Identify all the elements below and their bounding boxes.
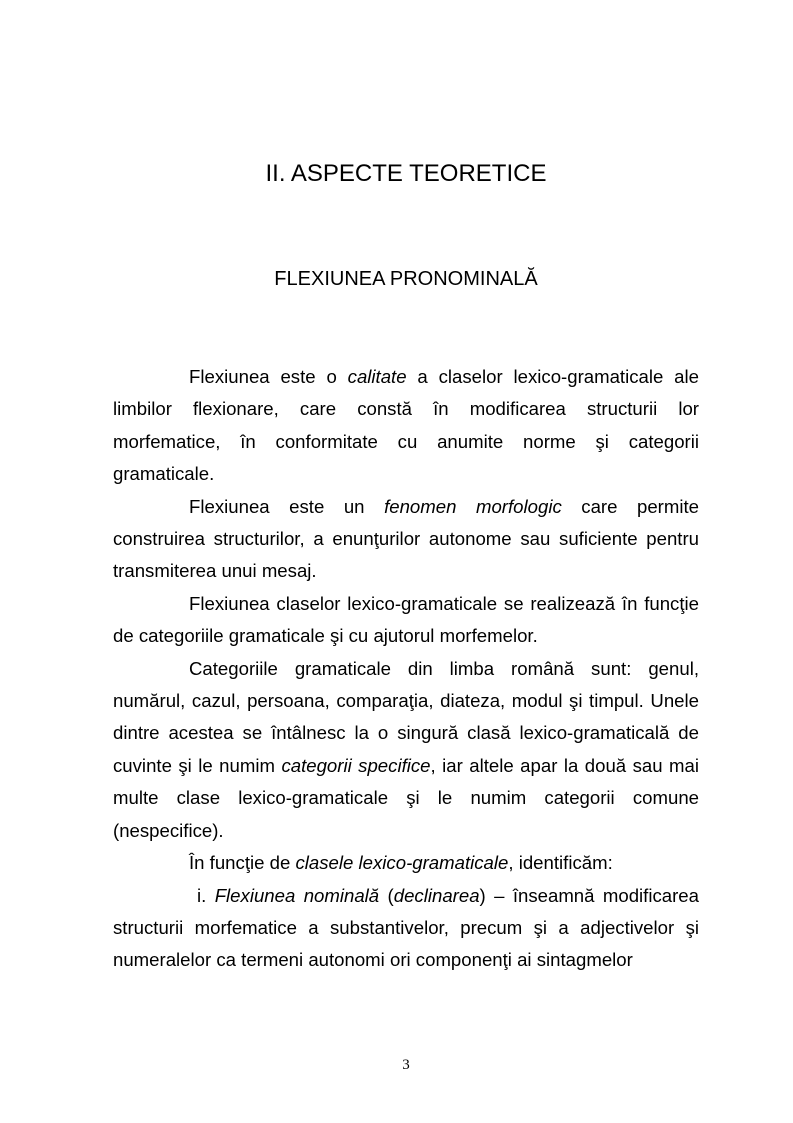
paragraph-5 xyxy=(113,847,699,879)
italic-term: categorii specifice xyxy=(281,754,431,776)
italic-term: Flexiunea nominală xyxy=(214,884,380,906)
italic-term: calitate xyxy=(347,366,407,387)
text-segment: Categoriile gramaticale din limba română sunt: genul, numărul, cazul, persoana, comparaţia, diateza, modul şi timpul. Unele dintre acestea se întâlnesc la o singură clasă lexico-gramaticală de cuvinte şi le numim xyxy=(113,657,699,776)
text-segment: a claselor lexico-gramaticale ale limbilor flexionare, care constă în modificarea structurii lor morfematice, în conformitate cu anumite norme şi categorii gramaticale. xyxy=(113,366,699,485)
text-segment: Flexiunea este o xyxy=(189,366,348,387)
page-number: 3 xyxy=(402,1057,410,1073)
paragraph-1 xyxy=(113,361,699,491)
italic-term: declinarea xyxy=(393,884,480,906)
section-title: FLEXIUNEA PRONOMINALĂ xyxy=(274,268,538,290)
text-segment: care permite construirea structurilor, a enunţurilor autonome sau suficiente pentru transmiterea unui mesaj. xyxy=(113,495,699,582)
text-segment: ) – înseamnă modificarea structurii morfematice a substantivelor, precum şi a adjectivelor şi numeralelor ca termeni autonomi ori componenţi ai sintagmelor xyxy=(113,884,699,971)
text-segment: Flexiunea este un xyxy=(189,495,385,517)
text-segment: , identificăm: xyxy=(508,852,613,874)
text-segment: i. xyxy=(197,884,215,906)
paragraph-6 xyxy=(113,880,699,977)
paragraph-2 xyxy=(113,491,699,588)
italic-term: fenomen morfologic xyxy=(384,495,562,517)
body-text xyxy=(113,361,699,977)
italic-term: clasele lexico-gramaticale xyxy=(295,852,509,874)
text-segment: , iar altele apar la două sau mai multe clase lexico-gramaticale şi le numim categorii comune (nespecifice). xyxy=(113,754,699,841)
paragraph-4 xyxy=(113,653,699,847)
text-segment: În funcţie de xyxy=(189,852,296,874)
text-segment: ( xyxy=(379,884,394,906)
paragraph-3 xyxy=(113,588,699,653)
chapter-title: II. ASPECTE TEORETICE xyxy=(265,160,547,187)
text-segment: Flexiunea claselor lexico-gramaticale se realizează în funcţie de categoriile gramaticale şi cu ajutorul morfemelor. xyxy=(113,592,699,647)
